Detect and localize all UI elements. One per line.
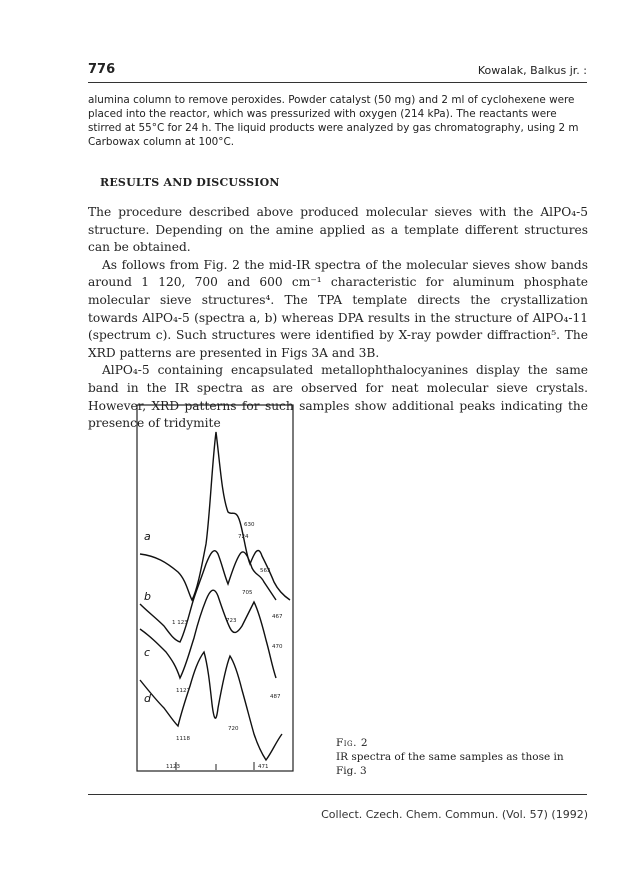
- spectrum-label-b: b: [144, 590, 151, 603]
- spectrum-label-a: a: [144, 530, 151, 543]
- band-label-723: 723: [226, 618, 237, 624]
- band-label-470: 470: [272, 644, 283, 650]
- experimental-text: alumina column to remove peroxides. Powder catalyst (50 mg) and 2 ml of cyclohexene were placed into the reactor, which was pressurized with oxygen (214 kPa). The reactants were stirred at 55°C for 24 h. The liquid products were analyzed by gas chromatography, using 2 m Carbowax column at 100°C.: [88, 94, 579, 148]
- figure-frame: [137, 405, 293, 771]
- ir-spectra-figure: [136, 404, 294, 774]
- paragraph-1: The procedure described above produced molecular sieves with the AlPO₄-5 structure. Depending on the amine applied as a template different structures can be obtained.: [88, 205, 588, 255]
- band-label-1123-b: 1 123: [172, 620, 188, 626]
- spectrum-d-trace: [140, 652, 282, 760]
- band-label-487: 487: [270, 694, 281, 700]
- page-header: [88, 56, 587, 83]
- band-label-563: 563: [260, 568, 271, 574]
- band-label-720: 720: [228, 726, 239, 732]
- section-heading: RESULTS AND DISCUSSION: [100, 176, 280, 189]
- spectrum-a-trace: [140, 432, 290, 600]
- body-text: [88, 204, 588, 433]
- paragraph-2: As follows from Fig. 2 the mid-IR spectra of the molecular sieves show bands around 1 120, 700 and 600 cm⁻¹ characteristic for aluminum phosphate molecular sieve structures⁴. The TPA template directs the crystallization towards AlPO₄-5 (spectra a, b) whereas DPA results in the structure of AlPO₄-11 (spectrum c). Such structures were identified by X-ray powder diffraction⁵. The XRD patterns are presented in Figs 3A and 3B.: [88, 257, 588, 360]
- spectrum-c-trace: [140, 590, 276, 678]
- spectrum-label-d: d: [144, 692, 151, 705]
- running-head: Kowalak, Balkus jr. :: [477, 64, 587, 77]
- spectrum-label-c: c: [144, 646, 151, 659]
- band-label-1118: 1118: [176, 736, 190, 742]
- footer-rule: [88, 794, 587, 795]
- band-label-724: 724: [238, 534, 249, 540]
- journal-footer: Collect. Czech. Chem. Commun. (Vol. 57) (1992): [321, 808, 588, 821]
- page-number: 776: [88, 62, 116, 77]
- figure-caption: [336, 736, 576, 778]
- paragraph-3: AlPO₄-5 containing encapsulated metallophthalocyanines display the same band in the IR spectra as are observed for neat molecular sieve crystals. However, XRD patterns for such samples show additional peaks indicating the presence of tridymite: [88, 363, 588, 431]
- band-label-1127: 1127: [176, 688, 190, 694]
- band-label-467: 467: [272, 614, 283, 620]
- band-label-1123-d: 1123: [166, 764, 180, 770]
- band-label-630: 630: [244, 522, 255, 528]
- figure-label: Fig. 2: [336, 737, 368, 749]
- ir-spectra-plot: [136, 404, 294, 774]
- band-label-705: 705: [242, 590, 253, 596]
- figure-caption-text: IR spectra of the same samples as those in Fig. 3: [336, 751, 564, 777]
- band-label-471: 471: [258, 764, 269, 770]
